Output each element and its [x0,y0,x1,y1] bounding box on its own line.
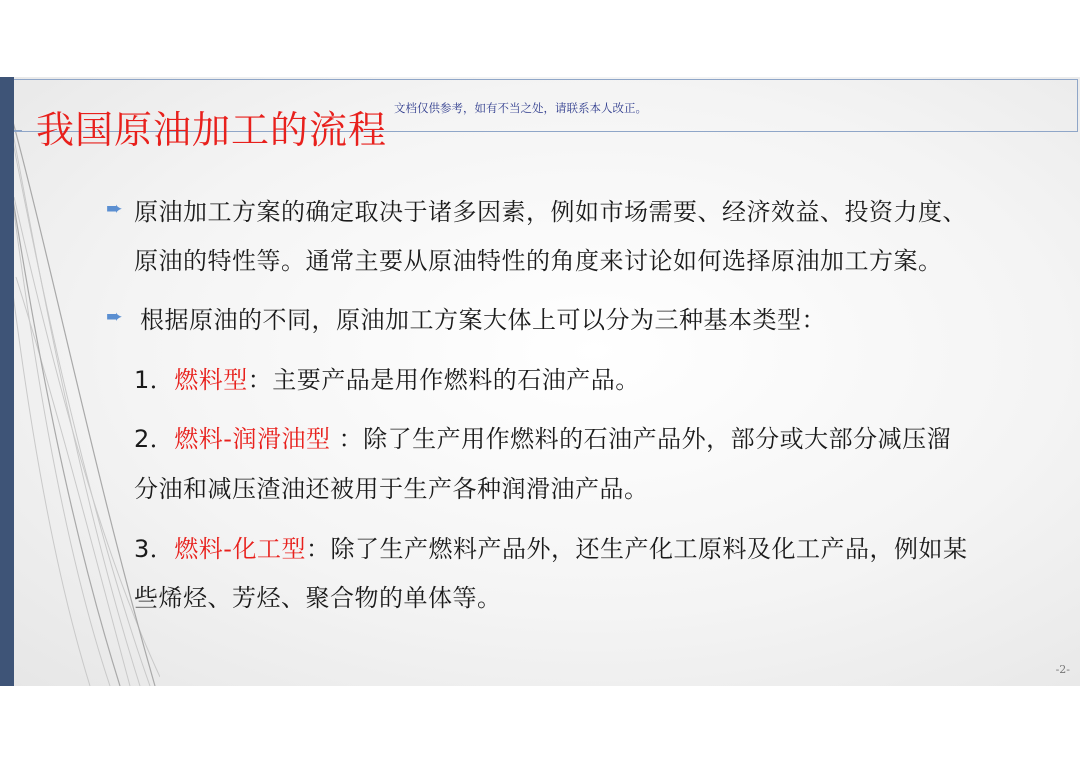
bullet1-line2: 原油的特性等。通常主要从原油特性的角度来讨论如何选择原油加工方案。 [134,247,943,275]
bullet1-line1: 原油加工方案的确定取决于诸多因素，例如市场需要、经济效益、投资力度、 [134,198,967,226]
item2-line1 [134,419,951,454]
watermark-text: 文档仅供参考，如有不当之处，请联系本人改正。 [394,101,647,115]
slide [0,77,1080,686]
item2-line2: 分油和减压渣油还被用于生产各种润滑油产品。 [134,475,649,503]
slide-title: 我国原油加工的流程 [36,108,388,152]
item3-number: 3． [134,535,175,563]
title-frame-tick [14,130,22,131]
item1-text: ：主要产品是用作燃料的石油产品。 [247,366,640,394]
item2-type: 燃料-润滑油型 [174,425,331,453]
page-number: -2- [1055,663,1070,676]
item2-text: ：除了生产用作燃料的石油产品外，部分或大部分减压溜 [330,425,952,453]
item2-number: 2． [134,425,175,453]
arrow-bullet-icon: ➨ [106,196,123,220]
item3-line1 [134,529,967,564]
item3-line2: 些烯烃、芳烃、聚合物的单体等。 [134,584,502,612]
item1-number: 1． [134,366,175,394]
arrow-bullet-icon: ➨ [106,304,123,328]
item1-type: 燃料型 [174,366,248,394]
item3-type: 燃料-化工型 [174,535,306,563]
bullet2-line1: 根据原油的不同，原油加工方案大体上可以分为三种基本类型： [140,306,826,334]
item1-line [134,360,640,395]
left-edge-bar [0,77,14,686]
item3-text: ：除了生产燃料产品外，还生产化工原料及化工产品，例如某 [305,535,968,563]
